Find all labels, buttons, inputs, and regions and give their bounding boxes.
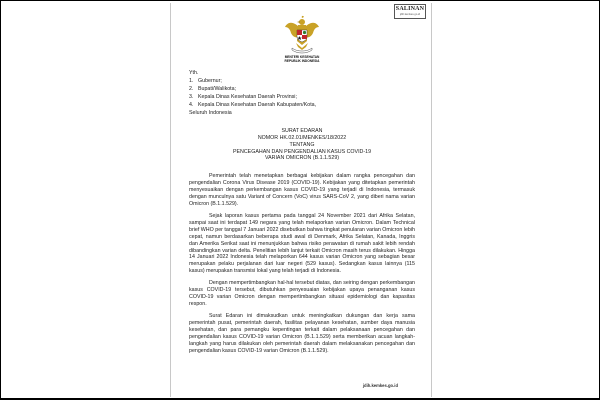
paragraphs — [189, 173, 415, 355]
paragraph: Surat Edaran ini dimaksudkan untuk meningkatkan dukungan dan kerja sama pemerintah pusat, pemerintah daerah, fasilitas pelayanan kesehatan, sumber daya manusia kesehatan, dan para pemangku kepentingan terkait dalam pelaksanaan pencegahan dan pengendalian kasus COVID-19 varian Omicron (B.1.1.529) serta memberikan acuan langkah-langkah yang harus dilakukan oleh pemerintah daerah dalam melaksanakan pencegahan dan pengendalian kasus COVID-19 varian Omicron (B.1.1.529). — [189, 313, 415, 354]
addressee-text: Kepala Dinas Kesehatan Daerah Provinsi; — [198, 94, 297, 101]
footer-url: jdih.kemkes.go.id — [362, 383, 398, 388]
title-line-4: PENCEGAHAN DAN PENGENDALIAN KASUS COVID-19 — [232, 148, 372, 155]
addressee-block — [189, 70, 415, 117]
addressee-item — [189, 102, 415, 109]
salinan-badge-subtitle: jdih.kemkes.go.id — [399, 13, 421, 16]
addressee-text: Gubernur; — [198, 78, 222, 85]
addressee-region: Seluruh Indonesia — [189, 110, 232, 117]
addressee-item — [189, 94, 415, 101]
addressee-item — [189, 78, 415, 85]
title-line-3: TENTANG — [289, 141, 315, 148]
document-page — [170, 3, 432, 397]
addressee-number: 3. — [189, 94, 194, 101]
addressee-text: Kepala Dinas Kesehatan Daerah Kabupaten/Kota, — [198, 102, 317, 109]
title-line-1: SURAT EDARAN — [281, 128, 323, 135]
paragraph: Sejak laporan kasus pertama pada tanggal 24 November 2021 dari Afrika Selatan, sampai saat ini terdapat 149 negara yang telah melaporkan varian Omicron. Dalam Technical brief WHO per tanggal 7 Januari 2022 disebutkan bahwa tingkat penularan varian Omicron lebih cepat, namun berdasarkan beberapa studi awal di Denmark, Afrika Selatan, Kanada, Inggris dan Amerika Serikat saat ini menunjukkan bahwa risiko perawatan di rumah sakit lebih rendah dibandingkan varian delta. Penelitian lebih lanjut terkait Omicron masih terus dilakukan. Hingga 14 Januari 2022 Indonesia telah melaporkan 644 kasus varian Omicron yang sebagian besar merupakan pelaku perjalanan dari luar negeri (529 kasus). Sedangkan kasus lainnya (115 kasus) merupakan transmisi lokal yang telah terjadi di Indonesia. — [189, 213, 415, 275]
salinan-badge-title: SALINAN — [395, 6, 425, 12]
addressee-number: 1. — [189, 78, 194, 85]
emblem-caption-line1: MENTERI KESEHATAN — [284, 55, 320, 59]
emblem-caption-line2: REPUBLIK INDONESIA — [284, 58, 320, 63]
paragraph: Dengan mempertimbangkan hal-hal tersebut diatas, dan seiring dengan perkembangan kasus COVID-19 tersebut, dibutuhkan penyesuaian kebijakan upaya penanganan kasus COVID-19 varian Omicron dengan mempertimbangkan situasi epidemiologi dan kapasitas respon. — [189, 280, 415, 308]
salutation: Yth. — [189, 70, 199, 76]
title-line-2: NOMOR HK.02.01/MENKES/18/2022 — [257, 134, 347, 141]
title-line-5: VARIAN OMICRON (B.1.1.529) — [264, 155, 340, 162]
addressee-text: Bupati/Walikota; — [198, 86, 237, 93]
document-title — [189, 128, 415, 162]
addressee-number: 2. — [189, 86, 194, 93]
salinan-badge — [394, 4, 426, 19]
garuda-emblem-icon — [284, 15, 320, 55]
letter-body — [189, 70, 415, 360]
paragraph: Pemerintah telah menetapkan berbagai kebijakan dalam rangka pencegahan dan pengendalian Corona Virus Disease 2019 (COVID-19). Kebijakan yang ditetapkan pemerintah menyesuaikan dengan perkembangan kasus COVID-19 yang terjadi di Indonesia, termasuk dengan munculnya satu Variant of Concern (VoC) virus SARS-CoV 2, yang diberi nama varian Omicron (B.1.1.529). — [189, 173, 415, 207]
addressee-item — [189, 86, 415, 93]
emblem-caption — [271, 56, 333, 64]
addressee-number: 4. — [189, 102, 194, 109]
